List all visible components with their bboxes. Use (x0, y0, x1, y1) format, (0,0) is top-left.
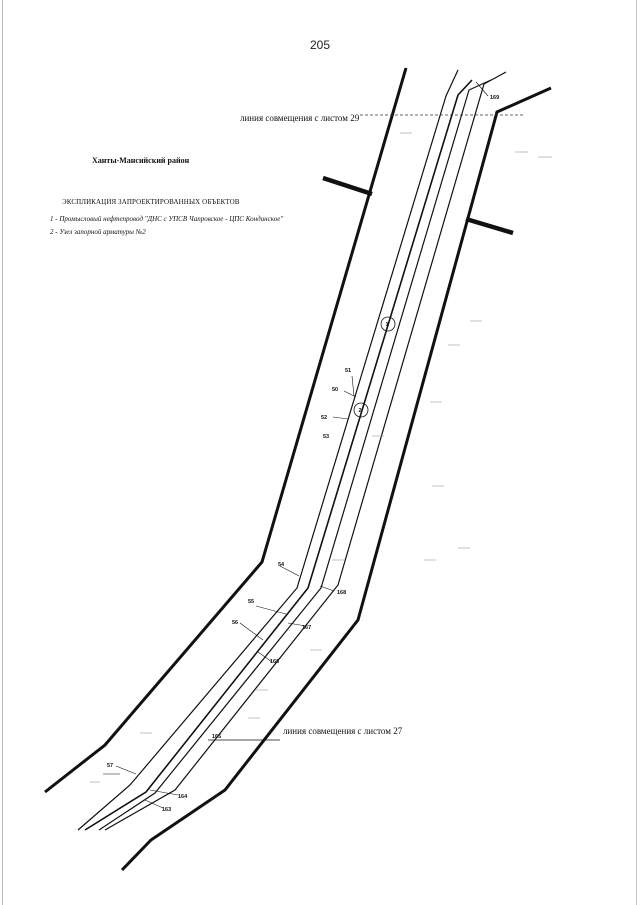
legend-item: 2 - Узел запорной арматуры №2 (50, 228, 146, 236)
callout-1: 1 (385, 322, 389, 328)
match-line-label-bottom: линия совмещения с листом 27 (283, 726, 403, 736)
row-boundary-left (45, 68, 406, 792)
point-label: 52 (321, 415, 328, 421)
point-label: 53 (323, 434, 330, 440)
point-label: 165 (212, 734, 222, 740)
point-label: 57 (107, 763, 114, 769)
point-label: 51 (345, 368, 352, 374)
point-label: 55 (248, 599, 255, 605)
row-boundary-right (122, 88, 551, 870)
point-label: 164 (178, 794, 188, 800)
match-line-label-top: линия совмещения с листом 29 (240, 113, 360, 123)
legend-item: 1 - Промысловый нефтепровод "ДНС с УПСВ Чапровское - ЦПС Кондинское" (50, 215, 284, 223)
page-number: 205 (309, 38, 331, 52)
legend-title: ЭКСПЛИКАЦИЯ ЗАПРОЕКТИРОВАННЫХ ОБЪЕКТОВ (62, 198, 240, 206)
point-label: 54 (278, 562, 285, 568)
corridor-line (78, 70, 458, 830)
crossing-road-upper (323, 178, 372, 194)
point-label: 56 (232, 620, 239, 626)
corridor-line (99, 80, 491, 830)
point-label: 168 (337, 590, 347, 596)
point-label: 166 (270, 659, 280, 665)
point-label: 50 (332, 387, 339, 393)
point-label: 167 (302, 625, 312, 631)
district-label: Ханты-Мансийский район (92, 156, 190, 165)
point-label: 163 (162, 807, 172, 813)
corridor-line (85, 80, 472, 830)
crossing-road-lower (466, 219, 513, 233)
corridor-line (105, 72, 506, 830)
callout-2: 2 (358, 408, 362, 414)
point-label: 169 (490, 95, 500, 101)
